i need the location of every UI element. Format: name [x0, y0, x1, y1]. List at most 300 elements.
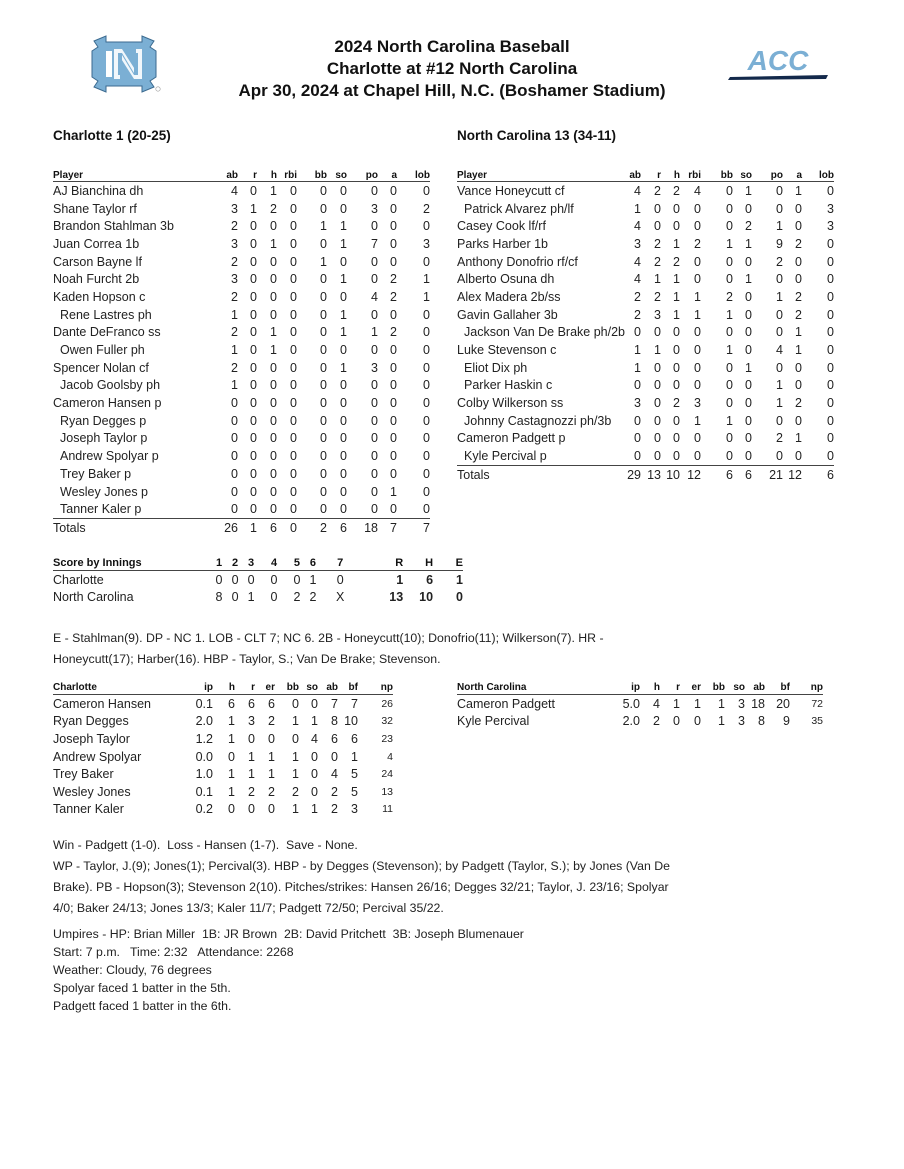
batting-row	[457, 306, 834, 324]
innings-team-row	[53, 589, 463, 607]
batting-row	[457, 377, 834, 395]
stat-er: 1	[268, 767, 275, 782]
stat-a: 2	[795, 307, 802, 322]
inning-runs: X	[336, 590, 345, 605]
stat-h: 1	[228, 714, 235, 729]
stat-bb: 0	[726, 272, 733, 287]
stat-h: 0	[228, 749, 235, 764]
stat-er: 0	[268, 802, 275, 817]
stat-h: 0	[270, 378, 277, 393]
stat-r: 0	[238, 500, 257, 518]
stat-a: 2	[390, 325, 397, 340]
stat-er: 0	[268, 731, 275, 746]
stat-lob: 0	[827, 307, 834, 322]
stat-so: 0	[340, 466, 347, 481]
stat-a: 2	[390, 272, 397, 287]
stat-a: 0	[795, 272, 802, 287]
stat-lob: 3	[827, 201, 834, 216]
stat-a: 2	[795, 289, 802, 304]
stat-np: 23	[381, 732, 393, 745]
player-name: Cameron Hansen p	[53, 396, 162, 411]
stat-so: 0	[327, 500, 347, 518]
stat-bb: 1	[718, 714, 725, 729]
batting-row	[53, 182, 430, 200]
stat-h: 1	[673, 236, 680, 251]
stat-rbi: 4	[694, 183, 701, 198]
stat-lob: 2	[423, 201, 430, 216]
column-header-so: so	[733, 167, 752, 182]
inning-header-1: 1	[211, 556, 227, 571]
stat-er: 6	[268, 696, 275, 711]
stat-rbi: 0	[694, 325, 701, 340]
pitching-row	[53, 783, 393, 801]
stat-ab: 6	[331, 731, 338, 746]
player-name: Juan Correa 1b	[53, 236, 140, 251]
stat-a: 0	[378, 500, 397, 518]
stat-ab: 4	[231, 183, 238, 198]
batting-header-row	[457, 167, 834, 182]
stat-er: 1	[694, 696, 701, 711]
stat-h: 0	[673, 413, 680, 428]
inning-runs: 0	[231, 572, 239, 587]
stat-so: 0	[340, 413, 347, 428]
stat-rbi: 3	[694, 396, 701, 411]
stat-po: 2	[776, 431, 783, 446]
column-header-r: r	[660, 681, 680, 695]
stat-rbi: 0	[290, 219, 297, 234]
umpires: Umpires - HP: Brian Miller 1B: JR Brown 2B: David Pritchett 3B: Joseph Blumenauer	[53, 927, 524, 941]
stat-ab: 0	[634, 413, 641, 428]
stat-a: 0	[390, 236, 397, 251]
stat-rbi: 0	[290, 378, 297, 393]
stat-a: 1	[795, 431, 802, 446]
batting-row	[457, 359, 834, 377]
stat-po: 0	[371, 254, 378, 269]
stat-ab: 2	[634, 307, 641, 322]
stat-lob: 0	[423, 413, 430, 428]
stat-r: 0	[250, 289, 257, 304]
total-so: 6	[745, 467, 752, 482]
stat-bb: 0	[292, 731, 299, 746]
stat-po: 0	[371, 343, 378, 358]
inning-runs: 0	[215, 572, 223, 587]
stat-r: 1	[654, 272, 661, 287]
stat-rbi: 0	[680, 447, 701, 465]
column-header-po: po	[752, 167, 783, 182]
stat-ab: 3	[231, 201, 238, 216]
stat-np: 4	[387, 750, 393, 763]
pitching-row	[53, 695, 393, 713]
stat-ip: 0.1	[195, 784, 213, 799]
stat-ip: 0.2	[195, 802, 213, 817]
stat-a: 1	[795, 343, 802, 358]
stat-ab: 3	[231, 272, 238, 287]
stat-r: 0	[250, 272, 257, 287]
column-header-bb: bb	[701, 681, 725, 695]
stat-ab: 4	[634, 272, 641, 287]
stat-r: 0	[250, 466, 257, 481]
total-ab: 29	[627, 467, 641, 482]
stat-rbi: 0	[694, 360, 701, 375]
total-rbi: 12	[687, 467, 701, 482]
stat-so: 1	[340, 272, 347, 287]
header-e: E	[433, 556, 463, 571]
stat-r: 0	[250, 484, 257, 499]
stat-r: 0	[250, 325, 257, 340]
stat-so: 0	[745, 201, 752, 216]
stat-np: 32	[381, 715, 393, 728]
column-header-er: er	[680, 681, 701, 695]
stat-h: 0	[270, 360, 277, 375]
column-header-h: h	[257, 167, 277, 182]
acc-logo-text: ACC	[747, 48, 809, 76]
stat-ab: 2	[331, 802, 338, 817]
stat-h: 1	[673, 272, 680, 287]
player-name: Parks Harber 1b	[457, 236, 549, 251]
stat-a: 0	[795, 219, 802, 234]
stat-so: 0	[340, 201, 347, 216]
stat-bb: 1	[320, 219, 327, 234]
stat-a: 2	[795, 236, 802, 251]
stat-h: 2	[270, 201, 277, 216]
stat-so: 2	[745, 219, 752, 234]
stat-bb: 0	[726, 378, 733, 393]
stat-lob: 0	[827, 413, 834, 428]
stat-h: 0	[270, 466, 277, 481]
stat-lob: 0	[827, 272, 834, 287]
stat-h: 2	[673, 183, 680, 198]
stat-rbi: 0	[290, 413, 297, 428]
player-name: AJ Bianchina dh	[53, 183, 144, 198]
pitcher-name: Trey Baker	[53, 767, 114, 782]
stat-h: 0	[661, 447, 680, 465]
pitcher-name: Joseph Taylor	[53, 731, 130, 746]
stat-np: 11	[382, 803, 393, 816]
stat-bb: 0	[726, 201, 733, 216]
stat-po: 2	[776, 254, 783, 269]
stat-ab: 0	[208, 500, 238, 518]
pitching-row	[53, 748, 393, 766]
stat-a: 0	[390, 431, 397, 446]
stat-bb: 0	[320, 413, 327, 428]
stat-rbi: 0	[290, 343, 297, 358]
batting-header-row	[53, 167, 430, 182]
player-name: Wesley Jones p	[60, 484, 149, 499]
pitcher-name: Cameron Padgett	[457, 696, 555, 711]
stat-ab: 2	[231, 254, 238, 269]
stat-r: 0	[654, 413, 661, 428]
stat-r: 0	[673, 714, 680, 729]
stat-r: 3	[654, 307, 661, 322]
stat-h: 1	[270, 343, 277, 358]
total-r: 13	[647, 467, 661, 482]
stat-bb: 0	[320, 289, 327, 304]
total-h: 10	[666, 467, 680, 482]
inning-runs: 8	[215, 590, 223, 605]
stat-r: 0	[250, 378, 257, 393]
stat-np: 13	[381, 785, 393, 798]
stat-po: 0	[347, 500, 378, 518]
stat-po: 4	[371, 289, 378, 304]
stat-r: 2	[654, 183, 661, 198]
stat-bf: 5	[351, 767, 358, 782]
stat-po: 0	[776, 307, 783, 322]
player-name: Luke Stevenson c	[457, 343, 557, 358]
stat-po: 0	[371, 396, 378, 411]
innings-header-row	[53, 556, 463, 571]
pitching-header-row	[53, 681, 393, 695]
stat-rbi: 1	[694, 307, 701, 322]
stat-r: 1	[248, 749, 255, 764]
stat-bb: 0	[726, 219, 733, 234]
stat-bb: 0	[320, 272, 327, 287]
total-a: 7	[390, 520, 397, 535]
stat-h: 0	[270, 219, 277, 234]
batting-row	[53, 253, 430, 271]
stat-r: 0	[654, 431, 661, 446]
total-errors: 1	[456, 572, 463, 587]
stat-ab: 4	[331, 767, 338, 782]
visitor-batting-table	[53, 167, 430, 537]
stat-so: 0	[745, 289, 752, 304]
stat-lob: 0	[423, 360, 430, 375]
stat-po: 0	[371, 219, 378, 234]
home-batting-table	[457, 167, 834, 484]
page-title	[0, 36, 904, 102]
batting-row	[53, 359, 430, 377]
stat-so: 1	[340, 307, 347, 322]
stat-np: 24	[381, 768, 393, 781]
stat-rbi: 0	[277, 500, 297, 518]
stat-rbi: 0	[290, 431, 297, 446]
total-bb: 2	[320, 520, 327, 535]
stat-po: 0	[371, 378, 378, 393]
stat-po: 0	[776, 201, 783, 216]
stat-lob: 0	[423, 431, 430, 446]
stat-np: 72	[811, 697, 823, 710]
total-a: 12	[788, 467, 802, 482]
stat-lob: 3	[827, 219, 834, 234]
totals-row	[53, 519, 430, 537]
stat-so: 3	[738, 696, 745, 711]
stat-lob: 0	[827, 431, 834, 446]
stat-a: 1	[795, 183, 802, 198]
stat-po: 1	[776, 289, 783, 304]
stat-so: 1	[745, 360, 752, 375]
stat-a: 0	[795, 254, 802, 269]
stat-ab: 0	[231, 466, 238, 481]
total-lob: 6	[827, 467, 834, 482]
totals-row	[457, 466, 834, 484]
player-name: Kyle Percival p	[457, 447, 618, 465]
player-name: Trey Baker p	[60, 466, 132, 481]
total-h: 6	[270, 520, 277, 535]
batting-row	[53, 217, 430, 235]
stat-a: 0	[795, 360, 802, 375]
batting-row	[53, 324, 430, 342]
stat-er: 2	[268, 714, 275, 729]
stat-rbi: 0	[694, 201, 701, 216]
column-header-rbi: rbi	[680, 167, 701, 182]
column-header-ab: ab	[208, 167, 238, 182]
stat-so: 0	[733, 447, 752, 465]
batting-row	[457, 217, 834, 235]
stat-rbi: 1	[694, 289, 701, 304]
start-time-attendance: Start: 7 p.m. Time: 2:32 Attendance: 2268	[53, 945, 294, 959]
pitching-team-heading: Charlotte	[53, 681, 163, 695]
column-header-bb: bb	[297, 167, 327, 182]
player-name: Patrick Alvarez ph/lf	[464, 201, 574, 216]
stat-rbi: 0	[290, 484, 297, 499]
total-rbi: 0	[290, 520, 297, 535]
stat-so: 0	[340, 484, 347, 499]
player-name: Jackson Van De Brake ph/2b	[464, 325, 625, 340]
stat-h: 0	[270, 484, 277, 499]
stat-bf: 20	[776, 696, 790, 711]
total-bb: 6	[726, 467, 733, 482]
stat-h: 0	[270, 272, 277, 287]
batting-row	[457, 182, 834, 200]
stat-ab: 7	[331, 696, 338, 711]
stat-h: 0	[673, 343, 680, 358]
stat-h: 0	[270, 431, 277, 446]
stat-rbi: 1	[694, 413, 701, 428]
stat-ab: 0	[618, 447, 641, 465]
stat-rbi: 0	[290, 254, 297, 269]
stat-bb: 0	[701, 447, 733, 465]
pitching-row	[53, 730, 393, 748]
stat-so: 0	[340, 378, 347, 393]
column-header-a: a	[783, 167, 802, 182]
stat-ip: 1.0	[195, 767, 213, 782]
stat-h: 0	[270, 289, 277, 304]
stat-bb: 1	[726, 236, 733, 251]
pitcher-name: Kyle Percival	[457, 714, 530, 729]
stat-lob: 1	[423, 289, 430, 304]
stat-lob: 0	[827, 396, 834, 411]
total-runs: 13	[389, 590, 404, 605]
stat-bb: 2	[726, 289, 733, 304]
inning-runs: 2	[293, 590, 301, 605]
stat-h: 0	[673, 360, 680, 375]
stat-po: 0	[752, 447, 783, 465]
stat-h: 1	[270, 325, 277, 340]
stat-ab: 4	[634, 219, 641, 234]
stat-so: 3	[738, 714, 745, 729]
player-name: Brandon Stahlman 3b	[53, 219, 174, 234]
title-line-3: Apr 30, 2024 at Chapel Hill, N.C. (Boshamer Stadium)	[238, 81, 666, 100]
stat-so: 0	[745, 378, 752, 393]
player-name: Alberto Osuna dh	[457, 272, 555, 287]
totals-label: Totals	[53, 520, 86, 535]
stat-lob: 0	[423, 343, 430, 358]
stat-bb: 0	[292, 696, 299, 711]
visitor-pitching-table	[53, 681, 393, 818]
stat-bb: 0	[726, 254, 733, 269]
stat-r: 0	[641, 447, 661, 465]
stat-r: 6	[248, 696, 255, 711]
stat-po: 1	[776, 219, 783, 234]
stat-ab: 0	[634, 325, 641, 340]
stat-ab: 0	[231, 431, 238, 446]
stat-bb: 0	[320, 236, 327, 251]
stat-ab: 1	[231, 378, 238, 393]
stat-a: 0	[390, 183, 397, 198]
stat-a: 0	[390, 360, 397, 375]
batting-row	[53, 200, 430, 218]
stat-h: 1	[673, 307, 680, 322]
stat-rbi: 2	[694, 236, 701, 251]
column-header-r: r	[238, 167, 257, 182]
stat-a: 0	[390, 219, 397, 234]
stat-r: 2	[654, 236, 661, 251]
pitching-notes	[53, 835, 673, 919]
column-header-po: po	[347, 167, 378, 182]
total-hits: 10	[419, 590, 434, 605]
stat-r: 0	[250, 183, 257, 198]
batting-row	[457, 253, 834, 271]
stat-a: 0	[390, 396, 397, 411]
stat-h: 0	[673, 219, 680, 234]
stat-bb: 0	[320, 449, 327, 464]
pitching-notes-line-3: Brake). PB - Hopson(3); Stevenson 2(10). Pitches/strikes: Hansen 26/16; Degges 32/21; Taylor, J. 23/16; Spolyar	[53, 880, 669, 894]
stat-bb: 1	[320, 254, 327, 269]
stat-h: 0	[257, 500, 277, 518]
stat-rbi: 0	[694, 343, 701, 358]
stat-ip: 0.0	[195, 749, 213, 764]
batting-row	[457, 430, 834, 448]
stat-bb: 0	[297, 500, 327, 518]
stat-bb: 1	[292, 714, 299, 729]
total-po: 18	[364, 520, 378, 535]
stat-r: 0	[654, 201, 661, 216]
stat-r: 1	[248, 767, 255, 782]
column-header-bb: bb	[275, 681, 299, 695]
stat-r: 0	[250, 396, 257, 411]
batting-row	[53, 306, 430, 324]
stat-so: 1	[340, 236, 347, 251]
stat-a: 0	[795, 201, 802, 216]
pitching-notes-line-2: WP - Taylor, J.(9); Jones(1); Percival(3). HBP - by Degges (Stevenson); by Padgett (Taylor, S.); by Jones (Van De	[53, 859, 670, 873]
stat-so: 1	[745, 236, 752, 251]
stat-ab: 4	[634, 183, 641, 198]
player-name: Anthony Donofrio rf/cf	[457, 254, 578, 269]
column-header-np: np	[790, 681, 823, 695]
stat-ip: 0.1	[195, 696, 213, 711]
stat-po: 0	[371, 431, 378, 446]
stat-np: 26	[381, 697, 393, 710]
stat-r: 0	[250, 236, 257, 251]
stat-ab: 2	[331, 784, 338, 799]
stat-ab: 0	[231, 396, 238, 411]
stat-ab: 8	[758, 714, 765, 729]
game-notes-line-2: Honeycutt(17); Harber(16). HBP - Taylor, S.; Van De Brake; Stevenson.	[53, 652, 441, 666]
stat-a: 1	[390, 484, 397, 499]
stat-so: 0	[311, 696, 318, 711]
column-header-so: so	[725, 681, 745, 695]
stat-po: 1	[371, 325, 378, 340]
stat-so: 0	[340, 183, 347, 198]
column-header-lob: lob	[397, 167, 430, 182]
stat-lob: 0	[423, 378, 430, 393]
batting-row	[53, 394, 430, 412]
stat-so: 0	[340, 449, 347, 464]
game-info	[53, 925, 673, 1015]
batting-row	[53, 483, 430, 501]
player-name: Carson Bayne lf	[53, 254, 142, 269]
inning-runs: 0	[293, 572, 301, 587]
column-header-lob: lob	[802, 167, 834, 182]
